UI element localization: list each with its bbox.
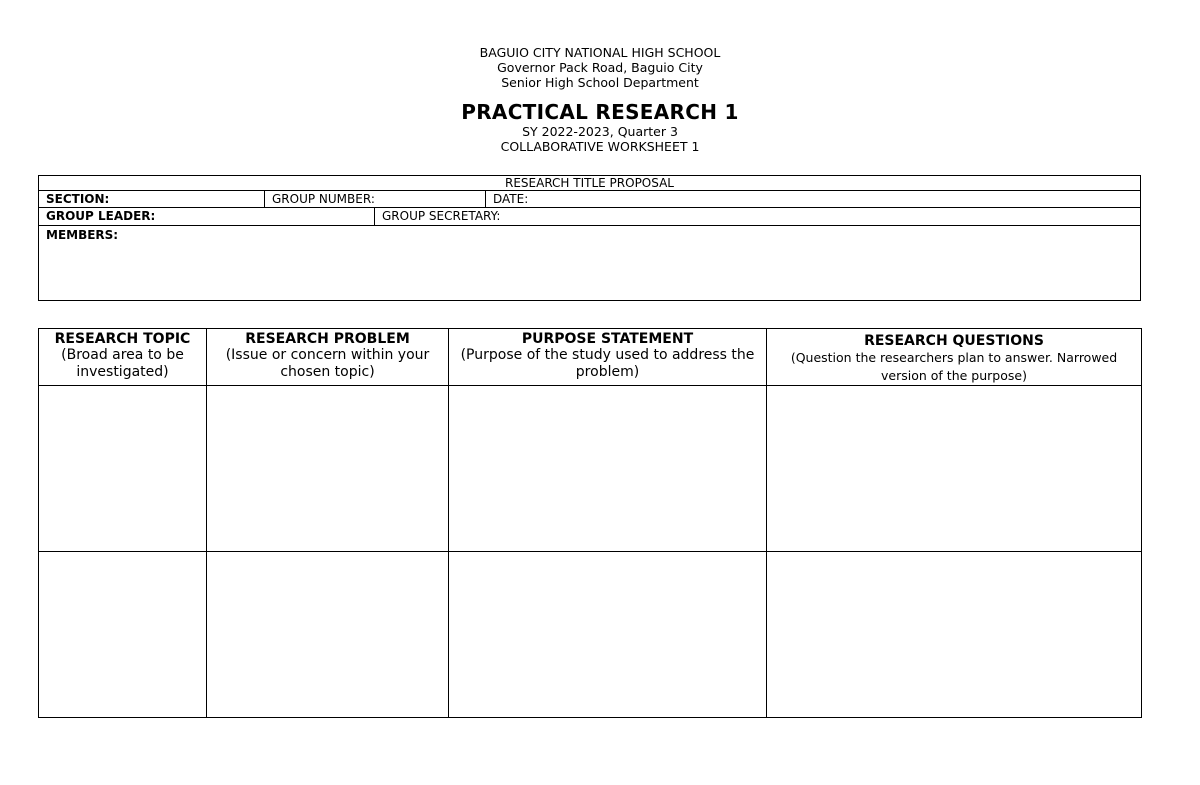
column-title: RESEARCH TOPIC xyxy=(54,331,191,347)
column-description: (Issue or concern within your chosen topic) xyxy=(225,347,430,380)
group-number-field[interactable]: GROUP NUMBER: xyxy=(265,191,486,207)
purpose-statement-header xyxy=(449,329,767,386)
department-name: Senior High School Department xyxy=(501,75,699,90)
info-row-leader xyxy=(39,208,1140,226)
research-problem-header xyxy=(207,329,449,386)
members-field[interactable]: MEMBERS: xyxy=(46,228,119,242)
table-header-row xyxy=(39,329,1142,386)
research-questions-cell[interactable] xyxy=(767,552,1142,718)
column-description: (Purpose of the study used to address the problem) xyxy=(460,347,755,380)
info-heading: RESEARCH TITLE PROPOSAL xyxy=(504,176,674,190)
research-problem-cell[interactable] xyxy=(207,386,449,552)
worksheet-name: COLLABORATIVE WORKSHEET 1 xyxy=(500,139,700,154)
school-name: BAGUIO CITY NATIONAL HIGH SCHOOL xyxy=(479,45,721,60)
column-description: (Broad area to be investigated) xyxy=(61,347,184,380)
column-description: (Question the researchers plan to answer. Narrowed version of the purpose) xyxy=(790,350,1118,383)
date-field[interactable]: DATE: xyxy=(493,192,529,206)
school-address: Governor Pack Road, Baguio City xyxy=(497,60,703,75)
group-leader-field[interactable]: GROUP LEADER: xyxy=(39,208,375,225)
column-title: PURPOSE STATEMENT xyxy=(521,331,694,347)
research-worksheet-table xyxy=(38,328,1142,718)
purpose-statement-cell[interactable] xyxy=(449,552,767,718)
column-title: RESEARCH QUESTIONS xyxy=(864,333,1044,349)
school-year: SY 2022-2023, Quarter 3 xyxy=(522,124,678,139)
research-topic-cell[interactable] xyxy=(39,552,207,718)
research-problem-cell[interactable] xyxy=(207,552,449,718)
purpose-statement-cell[interactable] xyxy=(449,386,767,552)
info-row-section xyxy=(39,191,1140,208)
group-secretary-field[interactable]: GROUP SECRETARY: xyxy=(382,209,501,223)
research-questions-cell[interactable] xyxy=(767,386,1142,552)
table-row xyxy=(39,386,1142,552)
document-header xyxy=(0,45,1200,154)
table-row xyxy=(39,552,1142,718)
info-row-members xyxy=(39,226,1140,298)
group-info-table xyxy=(38,175,1141,301)
section-field[interactable]: SECTION: xyxy=(39,191,265,207)
column-title: RESEARCH PROBLEM xyxy=(245,331,410,347)
research-questions-header xyxy=(767,329,1142,386)
document-title: PRACTICAL RESEARCH 1 xyxy=(461,100,739,124)
info-heading-row xyxy=(39,176,1140,191)
research-topic-header xyxy=(39,329,207,386)
research-topic-cell[interactable] xyxy=(39,386,207,552)
